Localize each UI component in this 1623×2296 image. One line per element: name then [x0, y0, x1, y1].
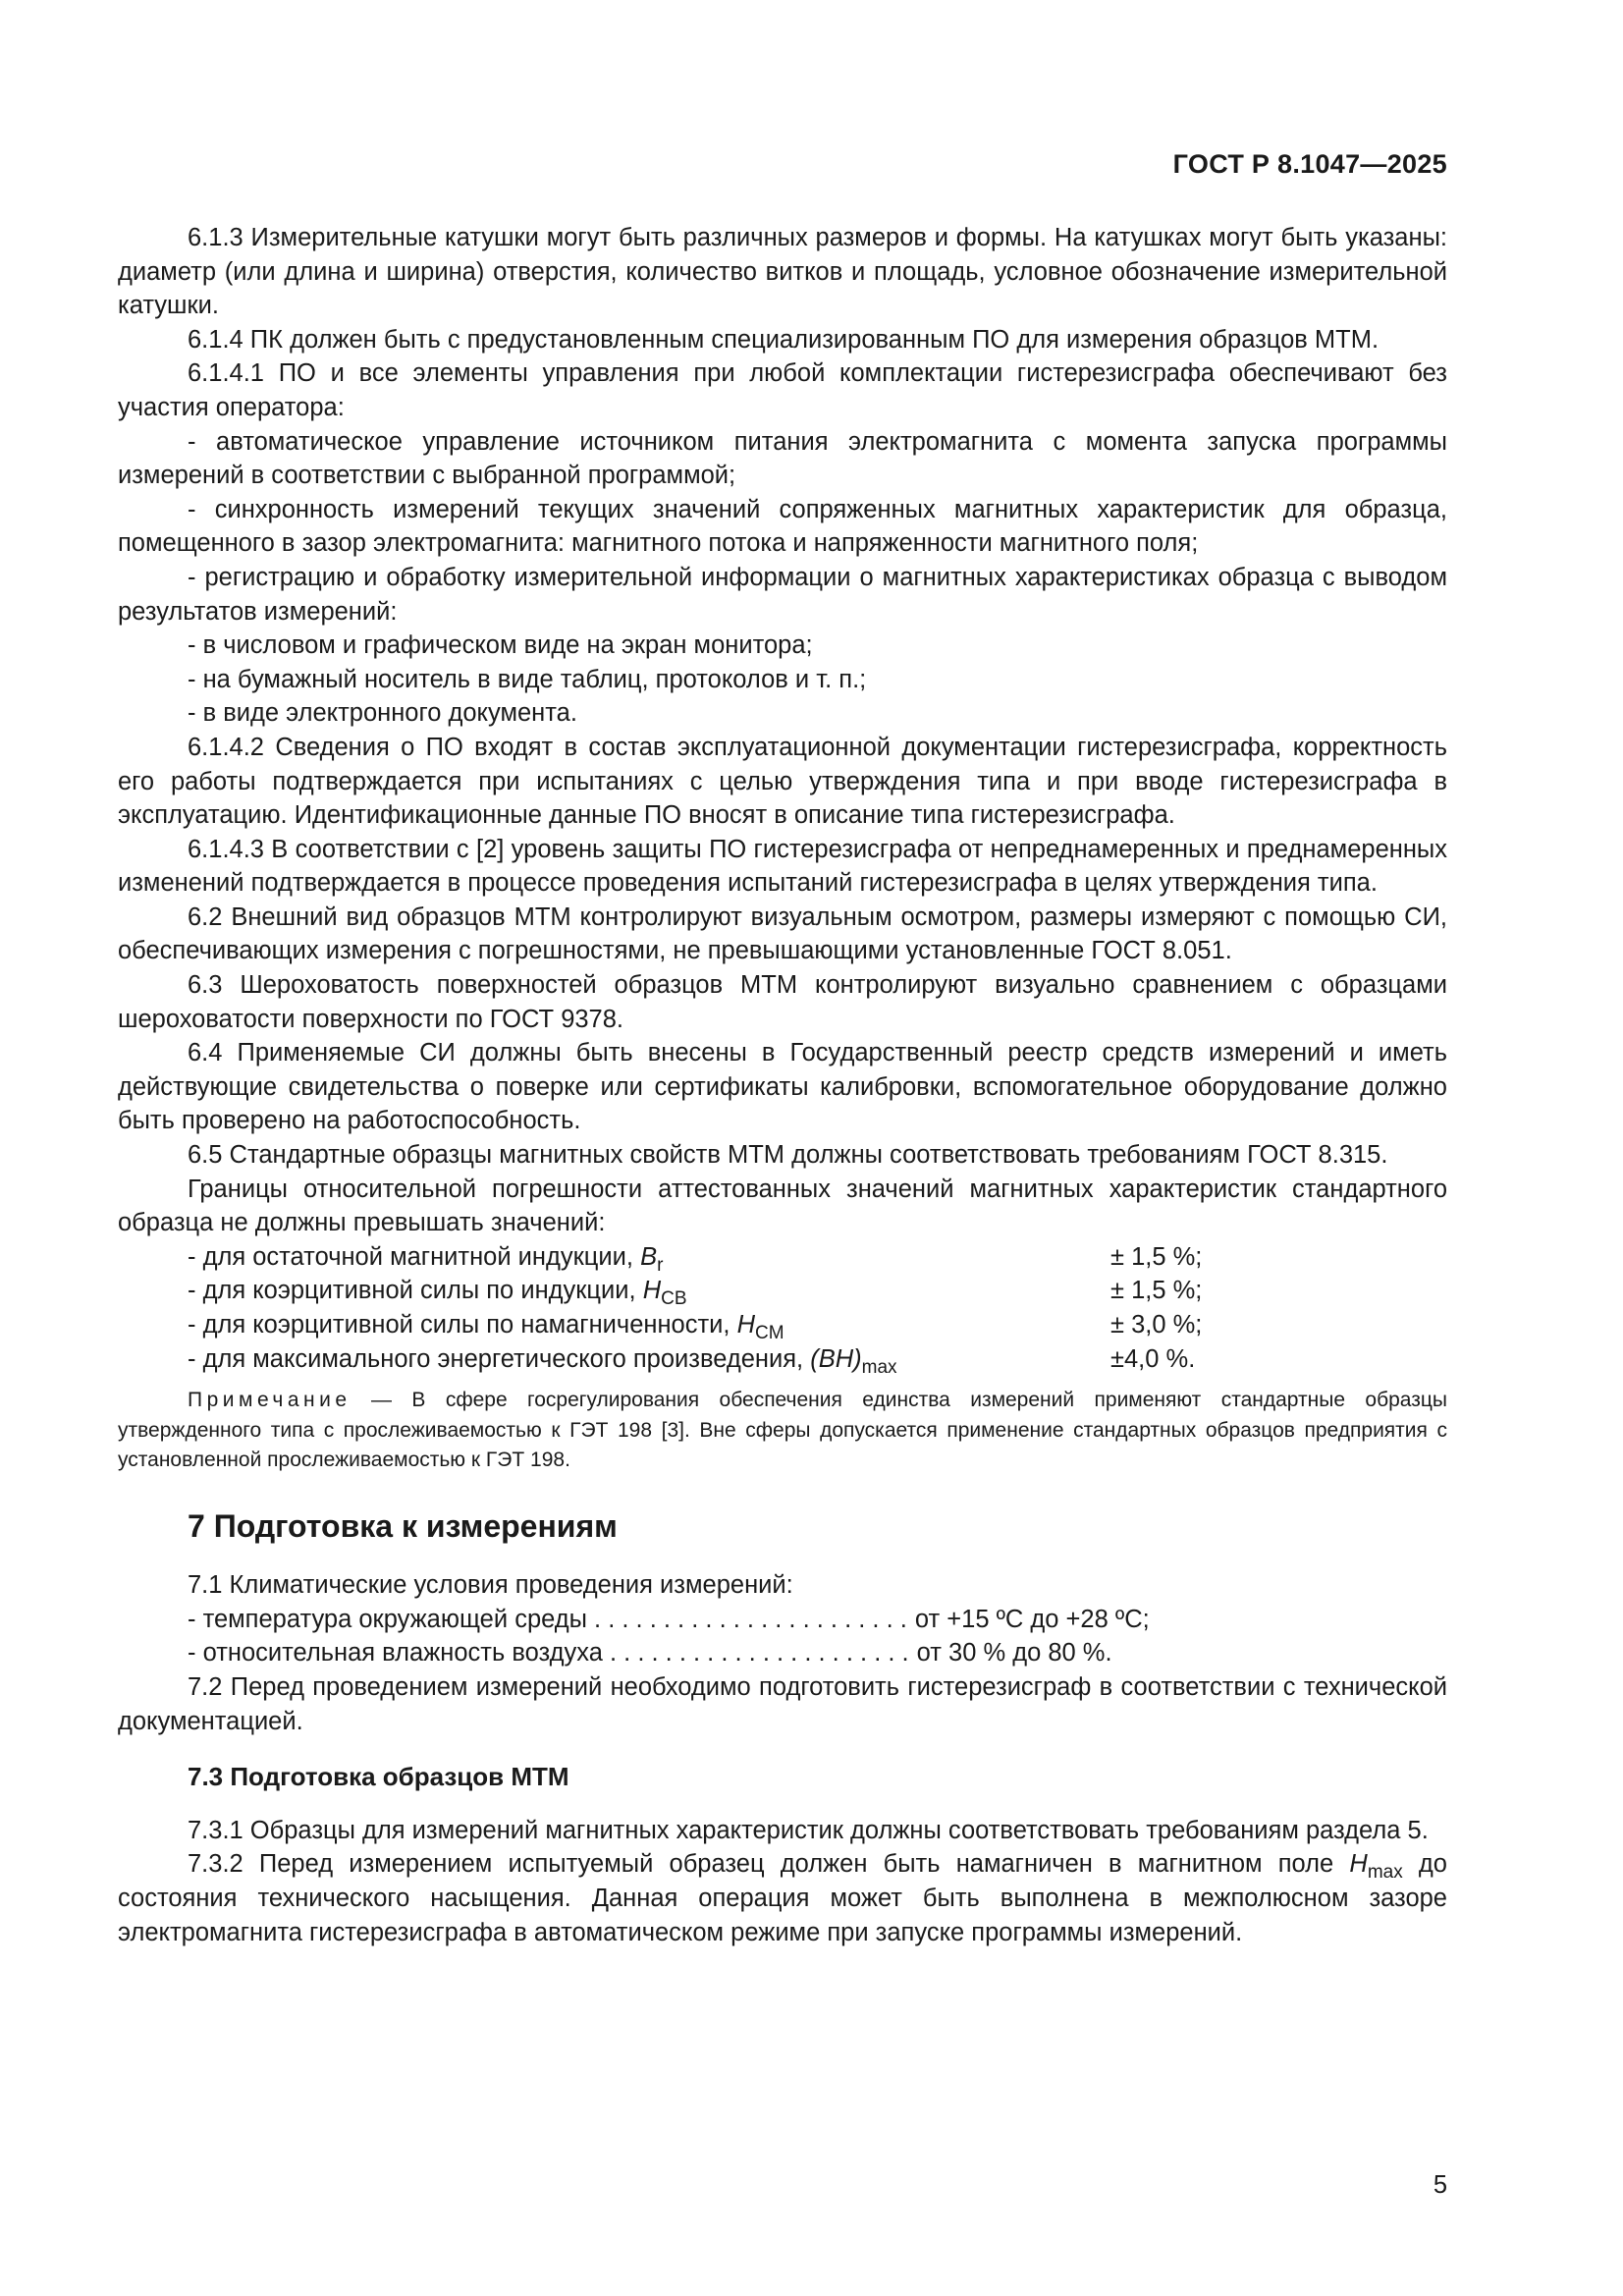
climate-value: от 30 % до 80 %.	[916, 1639, 1112, 1667]
symbol: H	[736, 1311, 756, 1339]
page-number: 5	[1433, 2171, 1447, 2199]
tolerance-row	[118, 1274, 1447, 1308]
paragraph-text: 7.3.2 Перед измерением испытуемый образец должен быть намагничен в магнитном поле	[188, 1850, 1350, 1879]
list-item: - регистрацию и обработку измерительной информации о магнитных характеристиках образца с выводом результатов измерений:	[118, 563, 1447, 626]
climate-value: от +15 ºC до +28 ºC;	[914, 1605, 1150, 1633]
note-label: Примечание	[188, 1389, 352, 1412]
paragraph-6-1-4: 6.1.4 ПК должен быть с предустановленным специализированным ПО для измерения образцов МТМ.	[188, 325, 1380, 354]
paragraph-7-3-2	[118, 1847, 1447, 1949]
tolerance-label: - для остаточной магнитной индукции,	[188, 1242, 641, 1271]
symbol: (BH)	[810, 1344, 862, 1373]
tolerance-value: ± 3,0 %;	[1110, 1311, 1203, 1339]
symbol-subscript: r	[657, 1254, 664, 1276]
climate-row	[118, 1636, 1447, 1670]
symbol-subscript: CB	[661, 1288, 687, 1310]
list-item: - на бумажный носитель в виде таблиц, протоколов и т. п.;	[188, 665, 867, 693]
paragraph-7-1: 7.1 Климатические условия проведения измерений:	[188, 1571, 793, 1600]
tolerance-value: ±4,0 %.	[1110, 1344, 1196, 1373]
note	[118, 1386, 1447, 1476]
paragraph-6-1-4-1: 6.1.4.1 ПО и все элементы управления при любой комплектации гистерезисграфа обеспечивают без участия оператора:	[118, 359, 1447, 421]
paragraph-6-1-3: 6.1.3 Измерительные катушки могут быть различных размеров и формы. На катушках могут быть указаны: диаметр (или длина и ширина) отверстия, количество витков и площадь, условное обозначение измерительной катушки.	[118, 224, 1447, 320]
climate-label: - температура окружающей среды . . . . . . . . . . . . . . . . . . . . . . .	[188, 1605, 907, 1633]
document-page	[118, 0, 1447, 2296]
subsection-heading: 7.3 Подготовка образцов МТМ	[188, 1762, 569, 1792]
tolerance-list	[118, 1240, 1447, 1376]
symbol: H	[1349, 1850, 1368, 1879]
paragraph-7-2: 7.2 Перед проведением измерений необходимо подготовить гистерезисграф в соответствии с технической документацией.	[118, 1673, 1447, 1735]
list-item: - в виде электронного документа.	[188, 699, 577, 728]
symbol: H	[642, 1277, 662, 1305]
tolerance-label: - для максимального энергетического произведения,	[188, 1344, 811, 1373]
climate-row	[118, 1603, 1447, 1637]
document-header: ГОСТ Р 8.1047—2025	[1172, 149, 1447, 179]
paragraph-6-5-limits: Границы относительной погрешности аттестованных значений магнитных характеристик стандартного образца не должны превышать значений:	[118, 1175, 1447, 1237]
paragraph-6-1-4-2: 6.1.4.2 Сведения о ПО входят в состав эксплуатационной документации гистерезисграфа, корректность его работы подтверждается при испытаниях с целью утверждения типа и при вводе гистерезисграфа в эксплуатацию. Идентификационные данные ПО вносят в описание типа гистерезисграфа.	[118, 733, 1447, 830]
tolerance-row	[118, 1240, 1447, 1275]
paragraph-6-4: 6.4 Применяемые СИ должны быть внесены в Государственный реестр средств измерений и иметь действующие свидетельства о поверке или сертификаты калибровки, вспомогательное оборудование должно быть проверено на работоспособность.	[118, 1039, 1447, 1135]
section-heading: 7 Подготовка к измерениям	[188, 1507, 618, 1544]
tolerance-value: ± 1,5 %;	[1110, 1277, 1203, 1305]
paragraph-6-2: 6.2 Внешний вид образцов МТМ контролируют визуальным осмотром, размеры измеряют с помощью СИ, обеспечивающих измерения с погрешностями, не превышающими установленные ГОСТ 8.051.	[118, 902, 1447, 965]
tolerance-value: ± 1,5 %;	[1110, 1242, 1203, 1271]
paragraph-6-5: 6.5 Стандартные образцы магнитных свойств МТМ должны соответствовать требованиям ГОСТ 8.315.	[188, 1141, 1388, 1170]
paragraph-6-3: 6.3 Шероховатость поверхностей образцов МТМ контролируют визуально сравнением с образцами шероховатости поверхности по ГОСТ 9378.	[118, 971, 1447, 1033]
list-item: - автоматическое управление источником питания электромагнита с момента запуска программы измерений в соответствии с выбранной программой;	[118, 427, 1447, 490]
symbol-subscript: max	[861, 1356, 897, 1378]
note-text: — В сфере госрегулирования обеспечения единства измерений применяют стандартные образцы утвержденного типа с прослеживаемостью к ГЭТ 198 [3]. Вне сферы допускается применение стандартных образцов предприятия с установленной прослеживаемостью к ГЭТ 198.	[118, 1389, 1447, 1472]
climate-label: - относительная влажность воздуха . . . . . . . . . . . . . . . . . . . . . .	[188, 1639, 909, 1667]
list-item: - синхронность измерений текущих значений сопряженных магнитных характеристик для образца, помещенного в зазор электромагнита: магнитного потока и напряженности магнитного поля;	[118, 495, 1447, 558]
symbol-subscript: CM	[755, 1323, 784, 1343]
paragraph-text: до состояния технического насыщения. Данная операция может быть выполнена в межполюсном зазоре электромагнита гистерезисграфа в автоматическом режиме при запуске программы измерений.	[118, 1850, 1447, 1946]
tolerance-row	[118, 1342, 1447, 1377]
tolerance-label: - для коэрцитивной силы по индукции,	[188, 1277, 643, 1305]
symbol: B	[640, 1242, 658, 1271]
list-item: - в числовом и графическом виде на экран монитора;	[188, 631, 813, 660]
tolerance-label: - для коэрцитивной силы по намагниченности,	[188, 1311, 737, 1339]
paragraph-7-3-1: 7.3.1 Образцы для измерений магнитных характеристик должны соответствовать требованиям раздела 5.	[188, 1816, 1429, 1844]
symbol-subscript: max	[1367, 1862, 1403, 1884]
paragraph-6-1-4-3: 6.1.4.3 В соответствии с [2] уровень защиты ПО гистерезисграфа от непреднамеренных и преднамеренных изменений подтверждается в процессе проведения испытаний гистерезисграфа в целях утверждения типа.	[118, 835, 1447, 898]
tolerance-row	[118, 1308, 1447, 1342]
document-body	[118, 221, 1447, 1949]
